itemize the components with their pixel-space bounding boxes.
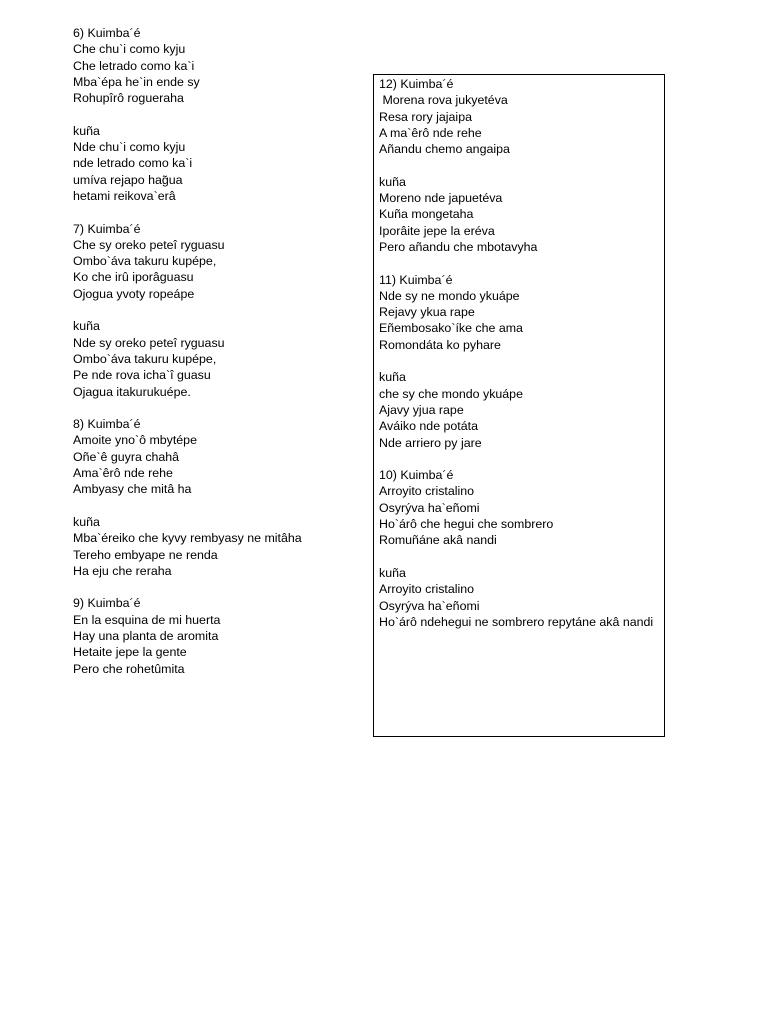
lyric-line: Che letrado como ka`i xyxy=(73,58,195,73)
stanza-heading: kuña xyxy=(73,123,100,138)
lyric-line: Moreno nde japuetéva xyxy=(379,191,503,206)
lyric-line: Pero che rohetûmita xyxy=(73,661,185,676)
left-lyrics-column xyxy=(73,25,363,693)
lyric-line: Romuñáne akâ nandi xyxy=(379,533,497,548)
lyrics-stanza xyxy=(379,565,659,630)
lyric-line: Eñembosako`íke che ama xyxy=(379,321,523,336)
lyric-line: Morena rova jukyetéva xyxy=(379,93,508,108)
lyric-line: Oñe`ê guyra chahâ xyxy=(73,449,180,464)
stanza-heading: kuña xyxy=(73,514,100,529)
stanza-heading: 12) Kuimba´é xyxy=(379,77,454,91)
lyrics-stanza xyxy=(73,595,363,676)
lyric-line: Pero añandu che mbotavyha xyxy=(379,239,538,254)
lyric-line: Ombo`áva takuru kupépe, xyxy=(73,351,217,366)
stanza-heading: 7) Kuimba´é xyxy=(73,221,141,236)
lyric-line: Ama`êrô nde rehe xyxy=(73,466,173,481)
lyric-line: Resa rory jajaipa xyxy=(379,109,472,124)
lyric-line: che sy che mondo ykuápe xyxy=(379,386,523,401)
lyric-line: Tereho embyape ne renda xyxy=(73,547,218,562)
lyric-line: Ojogua yvoty ropeápe xyxy=(73,286,195,301)
lyric-line: Che sy oreko peteî ryguasu xyxy=(73,237,225,252)
lyric-line: Hetaite jepe la gente xyxy=(73,645,187,660)
lyric-line: umíva rejapo hag̃ua xyxy=(73,172,183,187)
lyric-line: hetami reikova`erâ xyxy=(73,188,176,203)
stanza-heading: 6) Kuimba´é xyxy=(73,26,141,40)
lyric-line: Kuña mongetaha xyxy=(379,207,474,222)
lyric-line: A ma`êrô nde rehe xyxy=(379,125,482,140)
lyric-line: Ko che irû iporâguasu xyxy=(73,270,194,285)
stanza-heading: kuña xyxy=(73,319,100,334)
stanza-heading: 11) Kuimba´é xyxy=(379,272,453,287)
lyrics-stanza xyxy=(379,369,659,450)
lyrics-stanza xyxy=(73,514,363,579)
lyrics-stanza xyxy=(379,174,659,255)
lyric-line: Nde sy oreko peteî ryguasu xyxy=(73,335,225,350)
lyrics-stanza xyxy=(73,416,363,497)
stanza-heading: 8) Kuimba´é xyxy=(73,417,141,432)
lyrics-stanza xyxy=(73,318,363,399)
right-lyrics-column xyxy=(379,76,659,646)
lyric-line: Arroyito cristalino xyxy=(379,582,475,597)
lyric-line: Mba`éreiko che kyvy rembyasy ne mitâha xyxy=(73,531,302,546)
stanza-heading: 9) Kuimba´é xyxy=(73,596,141,611)
lyric-line: Mba`épa he`in ende sy xyxy=(73,74,200,89)
lyric-line: Iporâite jepe la eréva xyxy=(379,223,495,238)
lyrics-stanza xyxy=(73,221,363,302)
lyric-line: Osyrýva ha`eñomi xyxy=(379,500,480,515)
lyric-line: Rohupîrô rogueraha xyxy=(73,91,184,106)
lyrics-stanza xyxy=(73,25,363,106)
stanza-heading: kuña xyxy=(379,174,406,189)
lyrics-stanza xyxy=(73,123,363,204)
lyric-line: Aváiko nde potáta xyxy=(379,419,478,434)
lyric-line: Nde sy ne mondo ykuápe xyxy=(379,288,520,303)
lyric-line: Ha eju che reraha xyxy=(73,563,172,578)
right-lyrics-box xyxy=(373,74,665,737)
lyric-line: Ho`árô che hegui che sombrero xyxy=(379,517,554,532)
lyric-line: Nde chu`i como kyju xyxy=(73,140,186,155)
lyric-line: Osyrýva ha`eñomi xyxy=(379,598,480,613)
lyric-line: En la esquina de mi huerta xyxy=(73,612,221,627)
lyric-line: Nde arriero py jare xyxy=(379,435,482,450)
lyrics-stanza xyxy=(379,76,659,157)
lyric-line: Ojagua itakurukuépe. xyxy=(73,384,191,399)
stanza-heading: kuña xyxy=(379,370,406,385)
lyric-line: Pe nde rova icha`î guasu xyxy=(73,368,211,383)
lyric-line: Che chu`i como kyju xyxy=(73,42,186,57)
lyric-line: Rejavy ykua rape xyxy=(379,305,475,320)
lyric-line: nde letrado como ka`i xyxy=(73,156,193,171)
lyric-line: Añandu chemo angaipa xyxy=(379,142,510,157)
lyric-line: Ambyasy che mitâ ha xyxy=(73,482,192,497)
lyric-line: Hay una planta de aromita xyxy=(73,628,219,643)
lyric-line: Ombo`áva takuru kupépe, xyxy=(73,254,217,269)
lyrics-stanza xyxy=(379,467,659,548)
lyric-line: Romondáta ko pyhare xyxy=(379,337,501,352)
lyric-line: Ajavy yjua rape xyxy=(379,402,464,417)
lyric-line: Arroyito cristalino xyxy=(379,484,475,499)
lyric-line: Ho`árô ndehegui ne sombrero repytáne akâ nandi xyxy=(379,614,654,629)
lyrics-stanza xyxy=(379,272,659,353)
lyric-line: Amoite yno`ô mbytépe xyxy=(73,433,197,448)
stanza-heading: kuña xyxy=(379,565,406,580)
stanza-heading: 10) Kuimba´é xyxy=(379,468,454,483)
